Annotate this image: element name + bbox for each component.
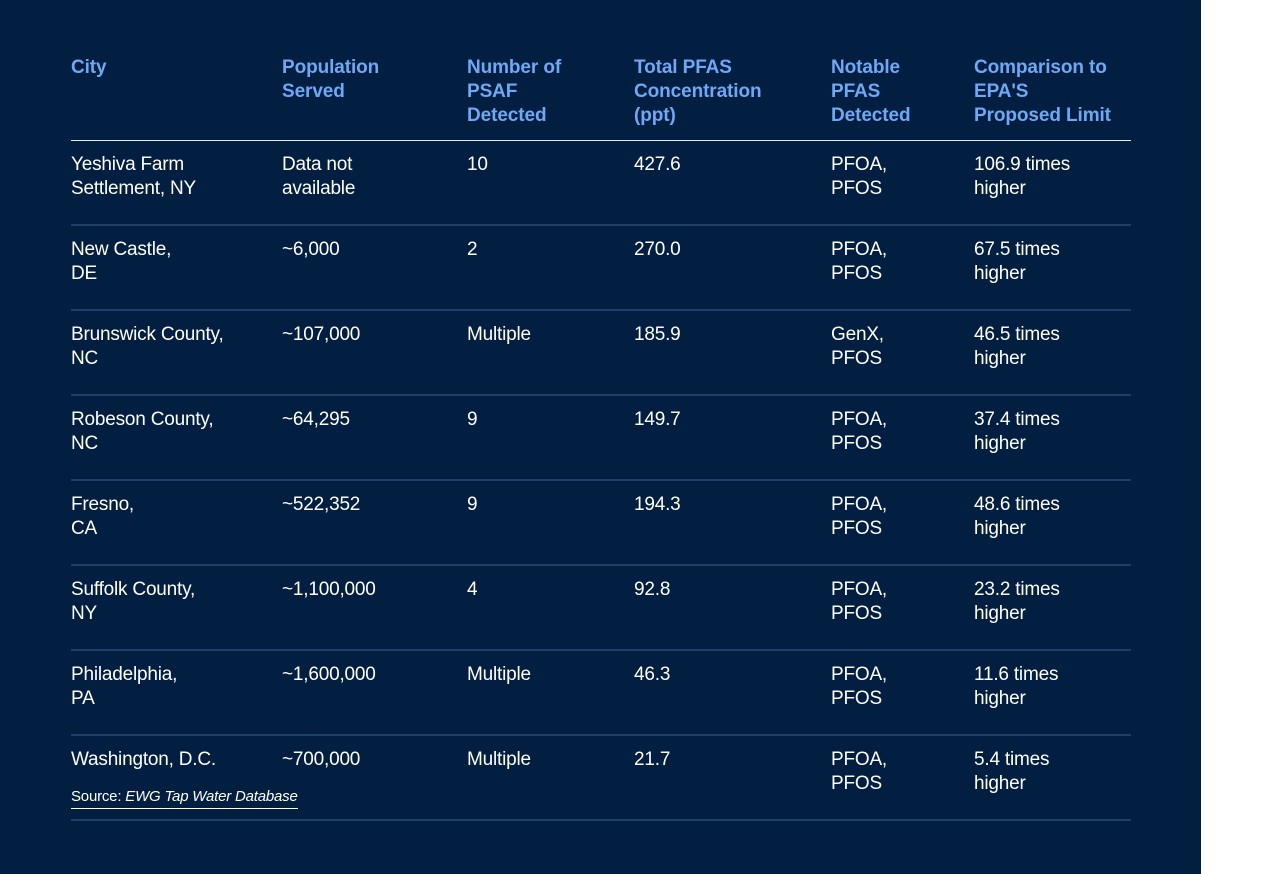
cell-total-concentration: 92.8: [634, 565, 831, 650]
cell-number-detected: Multiple: [467, 735, 634, 820]
source-label: Source:: [71, 788, 126, 805]
cell-city: Brunswick County, NC: [71, 310, 282, 395]
cell-epa-comparison: 67.5 times higher: [974, 225, 1131, 310]
table-row: [71, 480, 1131, 565]
source-note[interactable]: [71, 787, 298, 809]
cell-city: Yeshiva Farm Settlement, NY: [71, 141, 282, 226]
source-link[interactable]: EWG Tap Water Database: [125, 788, 298, 805]
cell-epa-comparison: 48.6 times higher: [974, 480, 1131, 565]
cell-city: Philadelphia, PA: [71, 650, 282, 735]
cell-city: Suffolk County, NY: [71, 565, 282, 650]
cell-total-concentration: 185.9: [634, 310, 831, 395]
cell-epa-comparison: 23.2 times higher: [974, 565, 1131, 650]
cell-population: ~64,295: [282, 395, 467, 480]
cell-city: Robeson County, NC: [71, 395, 282, 480]
cell-number-detected: Multiple: [467, 650, 634, 735]
cell-epa-comparison: 5.4 times higher: [974, 735, 1131, 820]
table-row: [71, 141, 1131, 226]
header-number-detected: Number of PSAF Detected: [467, 56, 634, 141]
cell-population: ~107,000: [282, 310, 467, 395]
cell-epa-comparison: 106.9 times higher: [974, 141, 1131, 226]
cell-population: ~6,000: [282, 225, 467, 310]
table-header: [71, 56, 1131, 141]
header-city: City: [71, 56, 282, 141]
cell-total-concentration: 194.3: [634, 480, 831, 565]
table-row: [71, 225, 1131, 310]
cell-population: ~700,000: [282, 735, 467, 820]
cell-epa-comparison: 37.4 times higher: [974, 395, 1131, 480]
table-row: [71, 395, 1131, 480]
cell-population: ~522,352: [282, 480, 467, 565]
table-body: [71, 141, 1131, 821]
cell-notable-pfas: PFOA, PFOS: [831, 225, 974, 310]
cell-notable-pfas: PFOA, PFOS: [831, 565, 974, 650]
cell-number-detected: 10: [467, 141, 634, 226]
cell-city: Fresno, CA: [71, 480, 282, 565]
cell-total-concentration: 270.0: [634, 225, 831, 310]
cell-notable-pfas: PFOA, PFOS: [831, 735, 974, 820]
cell-epa-comparison: 11.6 times higher: [974, 650, 1131, 735]
cell-epa-comparison: 46.5 times higher: [974, 310, 1131, 395]
table-row: [71, 650, 1131, 735]
cell-number-detected: 4: [467, 565, 634, 650]
cell-notable-pfas: PFOA, PFOS: [831, 650, 974, 735]
cell-total-concentration: 21.7: [634, 735, 831, 820]
table-row: [71, 565, 1131, 650]
cell-city: Washington, D.C.: [71, 735, 282, 820]
cell-population: ~1,100,000: [282, 565, 467, 650]
cell-notable-pfas: PFOA, PFOS: [831, 141, 974, 226]
cell-total-concentration: 427.6: [634, 141, 831, 226]
cell-city: New Castle, DE: [71, 225, 282, 310]
cell-notable-pfas: GenX, PFOS: [831, 310, 974, 395]
cell-population: ~1,600,000: [282, 650, 467, 735]
cell-number-detected: Multiple: [467, 310, 634, 395]
header-total-concentration: Total PFAS Concentration (ppt): [634, 56, 831, 141]
pfas-data-table: [71, 56, 1131, 821]
cell-population: Data not available: [282, 141, 467, 226]
header-notable-pfas: Notable PFAS Detected: [831, 56, 974, 141]
cell-number-detected: 9: [467, 395, 634, 480]
header-epa-comparison: Comparison to EPA'S Proposed Limit: [974, 56, 1131, 141]
cell-number-detected: 9: [467, 480, 634, 565]
cell-total-concentration: 46.3: [634, 650, 831, 735]
header-population-served: Population Served: [282, 56, 467, 141]
header-row: [71, 56, 1131, 141]
cell-notable-pfas: PFOA, PFOS: [831, 395, 974, 480]
cell-number-detected: 2: [467, 225, 634, 310]
cell-total-concentration: 149.7: [634, 395, 831, 480]
table-row: [71, 310, 1131, 395]
cell-notable-pfas: PFOA, PFOS: [831, 480, 974, 565]
